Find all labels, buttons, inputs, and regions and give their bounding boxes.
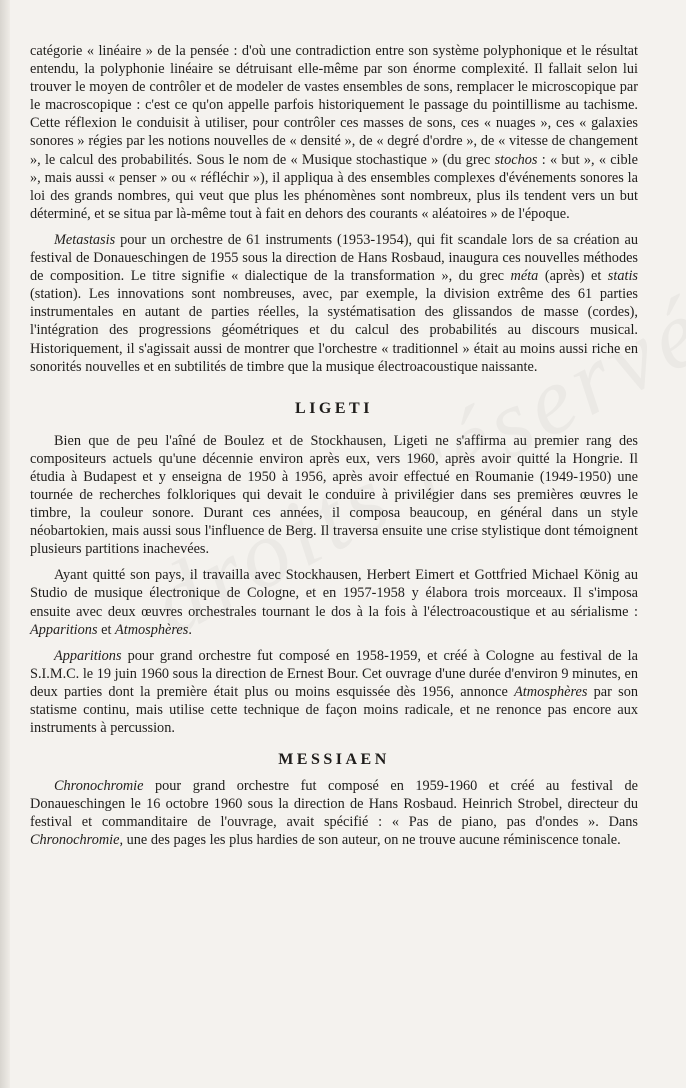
ligeti-paragraph-3 [30,647,638,737]
ligeti-paragraph-1: Bien que de peu l'aîné de Boulez et de Stockhausen, Ligeti ne s'affirma au premier rang des compositeurs actuels qu'une décennie environ après eux, vers 1960, après avoir quitté la Hongrie. Il étudia à Budapest et y enseigna de 1950 à 1956, après avoir effectué en Roumanie (1949-1950) une tournée de recherches folkloriques qui devait le conduire à privilégier dans ses premières œuvres le timbre, la couleur sonore. Durant ces années, il composa beaucoup, en général dans un style néobartokien, mais aussi sous l'influence de Berg. Il traversa ensuite une crise stylistique dont témoignent plusieurs partitions inachevées. [30,432,638,558]
conjunction-text: et [97,621,115,638]
metastasis-text-1: pour un orchestre de 61 instruments (1953-1954), qui fit scandale lors de sa création au festival de Donaueschingen de 1955 sous la direction de Hans Rosbaud, inaugura ces nouvelles méthodes de composition. Le titre signifie « dialectique de la transformation », du grec [30,231,638,285]
ligeti-paragraph-2 [30,566,638,638]
period-text: . [188,621,192,638]
work-title-chronochromie-2: Chronochromie, [30,832,124,849]
work-title-apparitions-2: Apparitions [54,647,122,664]
ligeti-p2-text: Ayant quitté son pays, il travailla avec Stockhausen, Herbert Eimert et Gottfried Michael König au Studio de musique électronique de Cologne, et en 1957-1958 y élabora trois morceaux. Il s'imposa ensuite avec deux œuvres orchestrales tournant le dos à la fois à l'électroacoustique et au sérialisme : [30,567,638,620]
section-heading-ligeti: LIGETI [295,399,373,417]
intro-paragraph [30,42,638,223]
ligeti-p3-text-1: pour grand orchestre fut composé en 1958-1959, et créé à Cologne au festival de la S.I.M.C. le 19 juin 1960 sous la direction de Ernest Bour. Cet ouvrage d'une durée d'environ 9 minutes, en deux parties dont la première était plus ou moins esquissée dès 1956, annonce [30,647,638,700]
work-title-chronochromie: Chronochromie [54,778,144,795]
work-title-atmospheres-2: Atmosphères [514,683,588,700]
work-title-apparitions: Apparitions [30,621,98,638]
messiaen-paragraph [30,777,638,849]
metastasis-paragraph [30,231,638,376]
messiaen-text-2: une des pages les plus hardies de son auteur, on ne trouve aucune réminiscence tonale. [123,832,621,849]
intro-text-1: catégorie « linéaire » de la pensée : d'où une contradiction entre son système polyphonique et le résultat entendu, la polyphonie linéaire se détruisant elle-même par son énorme complexité. Il fallait selon lui trouver le moyen de contrôler et de modeler de vastes ensembles de sons, remplacer le microscopique par le macroscopique : c'est ce qu'on appelle parfois historiquement le passage du pointillisme au tachisme. Cette réflexion le conduisit à utiliser, pour contrôler ces masses de sons, ces « nuages », ces « galaxies sonores » régies par les notions nouvelles de « densité », de « degré d'ordre », de « vitesse de changement », le calcul des probabilités. Sous le nom de « Musique stochastique » (du grec [30,43,638,168]
ligeti-p3-text-2: par son statisme continu, mais utilise cette technique de façon moins radicale, et ne renonce pas encore aux instruments à percussion. [30,683,638,737]
term-statis: statis [607,268,638,285]
metastasis-text-3: (station). Les innovations sont nombreuses, avec, par exemple, la division extrême des 61 parties instrumentales en autant de parties réelles, la systématisation des glissandos de masse (cordes), l'intégration des progressions géométriques et du calcul des probabilités au discours musical. Historiquement, il s'agissait aussi de montrer que l'orchestre « traditionnel » était au moins aussi riche en sonorités nouvelles et en subtilités de timbre que la musique électroacoustique naissante. [30,286,638,375]
metastasis-text-2: (après) et [538,268,608,285]
section-heading-messiaen: MESSIAEN [278,751,390,769]
term-stochos: stochos [494,151,538,168]
intro-text-2: : « but », « cible », mais aussi « penser » ou « réfléchir »), il appliqua à des ensembles complexes d'événements sonores la loi des grands nombres, qui veut que plus les phénomènes sont nombreux, plus ils tendent vers un but déterminé, et se situa par là-même tout à fait en dehors des courants « aléatoires » de l'époque. [30,151,638,222]
messiaen-text-1: pour grand orchestre fut composé en 1959-1960 et créé au festival de Donaueschingen le 16 octobre 1960 sous la direction de Hans Rosbaud. Heinrich Strobel, directeur du festival et commanditaire de l'ouvrage, avait spécifié : « Pas de piano, pas d'ondes ». Dans [30,778,638,831]
work-title-atmospheres: Atmosphères [115,621,189,638]
work-title-metastasis: Metastasis [54,231,116,248]
term-meta: méta [510,268,539,285]
